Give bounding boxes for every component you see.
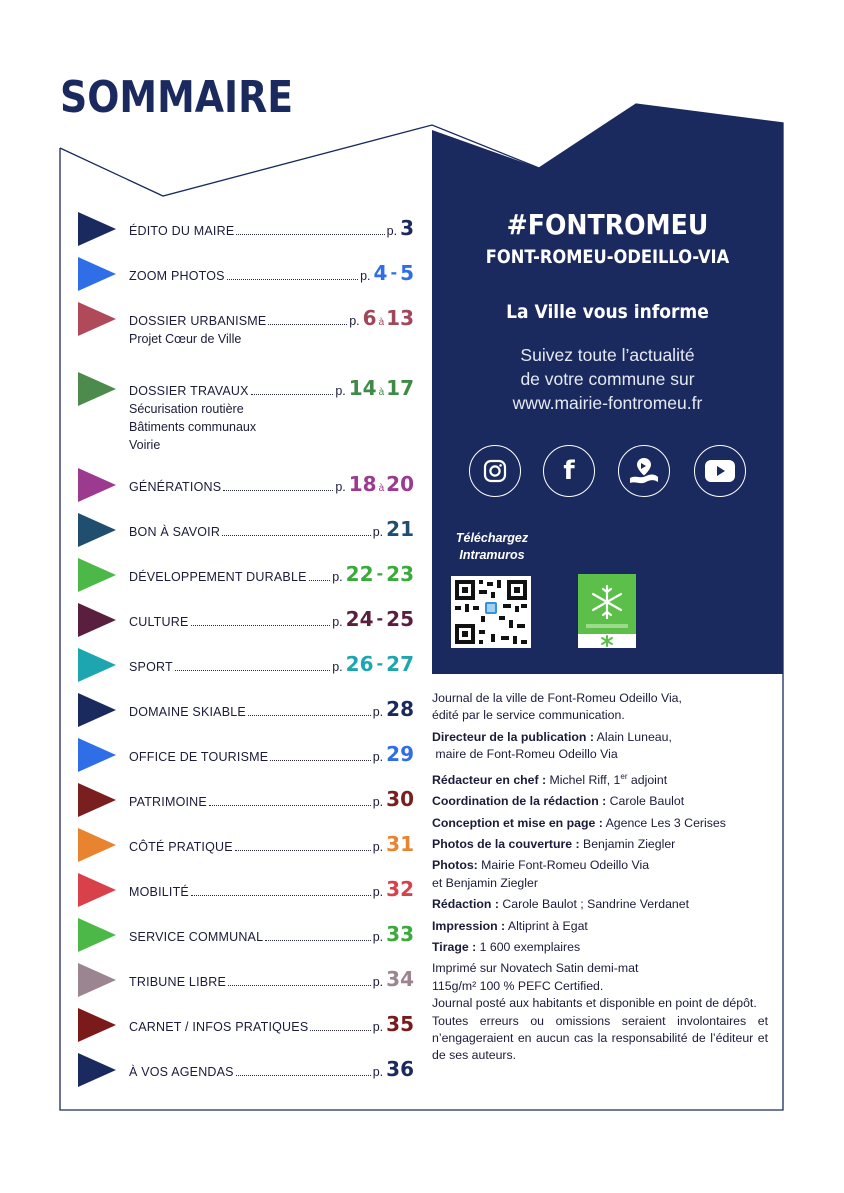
toc-label: TRIBUNE LIBRE: [129, 975, 227, 989]
toc-label: GÉNÉRATIONS: [129, 480, 222, 494]
printing-label: Impression :: [432, 918, 506, 933]
leader-dots: [191, 624, 331, 626]
coordination-value: Carole Baulot: [606, 794, 685, 809]
youtube-icon[interactable]: [694, 445, 746, 497]
editor-value-2: adjoint: [627, 772, 668, 787]
page-prefix: p.: [372, 795, 384, 809]
toc-line: [129, 924, 414, 944]
photos-value: Mairie Font-Romeu Odeillo Via: [477, 858, 650, 873]
triangle-bullet-icon: [78, 558, 116, 592]
page-prefix: p.: [372, 885, 384, 899]
download-line-1: Téléchargez: [455, 531, 529, 545]
triangle-bullet-icon: [78, 783, 116, 817]
page-number-end: 5: [400, 261, 414, 285]
leader-dots: [228, 984, 371, 986]
leader-dots: [235, 849, 371, 851]
toc-label: CULTURE: [129, 615, 189, 629]
toc-subitem: Sécurisation routière: [129, 402, 244, 416]
page-number: 3: [400, 216, 414, 240]
toc-label: ÉDITO DU MAIRE: [129, 224, 235, 238]
toc-line: [129, 474, 414, 494]
director-value-2: maire de Font-Romeu Odeillo Via: [435, 747, 618, 762]
page-number: 24: [345, 607, 374, 631]
leader-dots: [270, 759, 370, 761]
toc-line: [129, 1014, 414, 1034]
editor-sup: er: [620, 771, 628, 781]
page-number-end: 17: [386, 376, 414, 400]
page-prefix: p.: [372, 525, 384, 539]
leader-dots: [175, 669, 330, 671]
toc-line: [129, 378, 414, 398]
download-text: [445, 530, 539, 564]
toc-line: [129, 1059, 414, 1079]
toc-line: [129, 564, 414, 584]
page-number: 28: [386, 697, 414, 721]
page-range-separator: -: [390, 263, 398, 282]
editor-label: Rédacteur en chef :: [432, 772, 547, 787]
leader-dots: [251, 393, 334, 395]
triangle-bullet-icon: [78, 738, 116, 772]
triangle-bullet-icon: [78, 372, 116, 406]
leader-dots: [309, 579, 331, 581]
leader-dots: [227, 278, 358, 280]
print-run-label: Tirage :: [432, 939, 477, 954]
design-value: Agence Les 3 Cerises: [602, 815, 726, 830]
editor-value: Michel Riff, 1: [546, 772, 621, 787]
cover-photo-value: Benjamin Ziegler: [579, 836, 676, 851]
toc-label: SERVICE COMMUNAL: [129, 930, 264, 944]
triangle-bullet-icon: [78, 963, 116, 997]
toc-line: [129, 834, 414, 854]
page-prefix: p.: [332, 615, 343, 629]
toc-label: À VOS AGENDAS: [129, 1065, 234, 1079]
toc-label: MOBILITÉ: [129, 885, 189, 899]
page-number: 31: [386, 832, 414, 856]
follow-line-2: de votre commune sur: [520, 369, 695, 389]
page-number: 29: [386, 742, 414, 766]
photos-value-2: et Benjamin Ziegler: [432, 875, 538, 890]
page-range-separator: -: [376, 564, 384, 583]
page-number: 21: [386, 517, 414, 541]
page-number-end: 27: [386, 652, 414, 676]
cover-photo-label: Photos de la couverture :: [432, 836, 580, 851]
page-prefix: p.: [335, 384, 346, 398]
page-number: 26: [345, 652, 374, 676]
toc-subitem: Bâtiments communaux: [129, 420, 257, 434]
paper-line-2: 115g/m² 100 % PEFC Certified.: [432, 978, 604, 993]
writing-label: Rédaction :: [432, 897, 499, 912]
page-range-separator: à: [378, 317, 385, 328]
toc-subitem: Projet Cœur de Ville: [129, 332, 242, 346]
page-title: SOMMAIRE: [60, 72, 294, 123]
credits-intro-1: Journal de la ville de Font-Romeu Odeillo Via,: [432, 691, 682, 705]
triangle-bullet-icon: [78, 918, 116, 952]
page-prefix: p.: [349, 314, 360, 328]
triangle-bullet-icon: [78, 873, 116, 907]
toc-label: CÔTÉ PRATIQUE: [129, 840, 233, 854]
flocon-vert-logo: [578, 574, 636, 648]
page-number: 4: [373, 261, 388, 285]
triangle-bullet-icon: [78, 1053, 116, 1087]
leader-dots: [222, 534, 371, 536]
toc-line: [129, 218, 414, 238]
page-prefix: p.: [372, 705, 384, 719]
leader-dots: [209, 804, 371, 806]
page-number: 32: [386, 877, 414, 901]
inform-heading: La Ville vous informe: [506, 301, 709, 323]
leader-dots: [236, 233, 384, 235]
toc-label: DOSSIER TRAVAUX: [129, 384, 249, 398]
page-prefix: p.: [372, 840, 384, 854]
page-number-end: 25: [386, 607, 414, 631]
follow-line-1: Suivez toute l’actualité: [520, 345, 695, 365]
instagram-icon[interactable]: [469, 445, 521, 497]
toc-label: OFFICE DE TOURISME: [129, 750, 269, 764]
triangle-bullet-icon: [78, 828, 116, 862]
app-icon[interactable]: [618, 445, 670, 497]
leader-dots: [268, 323, 347, 325]
page-prefix: p.: [386, 224, 398, 238]
page-number: 30: [386, 787, 414, 811]
toc-label: DÉVELOPPEMENT DURABLE: [129, 570, 307, 584]
page-number-end: 23: [386, 562, 414, 586]
page-number: 34: [386, 967, 414, 991]
leader-dots: [223, 489, 333, 491]
coordination-label: Coordination de la rédaction :: [432, 794, 607, 809]
toc-label: DOSSIER URBANISME: [129, 314, 267, 328]
director-value: Alain Luneau,: [593, 729, 672, 744]
toc-line: [129, 609, 414, 629]
page-prefix: p.: [332, 660, 343, 674]
page-number: 6: [362, 306, 377, 330]
page-range-separator: -: [376, 654, 384, 673]
page-number: 18: [348, 472, 377, 496]
page-number-end: 20: [386, 472, 414, 496]
page-prefix: p.: [372, 930, 384, 944]
page-prefix: p.: [332, 570, 343, 584]
toc-line: [129, 744, 414, 764]
follow-text: [432, 343, 783, 415]
errors-note: Toutes erreurs ou omissions seraient involontaires et n’engageraient en aucun cas la responsabilité de l’éditeur et de ses auteurs.: [432, 1013, 768, 1063]
website-link[interactable]: www.mairie-fontromeu.fr: [512, 393, 703, 413]
leader-dots: [265, 939, 370, 941]
page-prefix: p.: [372, 1065, 384, 1079]
print-run-value: 1 600 exemplaires: [476, 939, 581, 954]
toc-line: [129, 969, 414, 989]
leader-dots: [236, 1074, 371, 1076]
credits-block: [432, 690, 768, 1069]
triangle-bullet-icon: [78, 212, 116, 246]
page-number: 33: [386, 922, 414, 946]
page-number: 35: [386, 1012, 414, 1036]
triangle-bullet-icon: [78, 257, 116, 291]
design-label: Conception et mise en page :: [432, 815, 603, 830]
page-range-separator: -: [376, 609, 384, 628]
page-number: 22: [345, 562, 374, 586]
toc-line: [129, 308, 414, 328]
toc-line: [129, 519, 414, 539]
page-range-separator: à: [378, 483, 385, 494]
toc-line: [129, 654, 414, 674]
toc-line: [129, 879, 414, 899]
photos-label: Photos:: [432, 858, 478, 873]
page-range-separator: à: [378, 387, 385, 398]
page-prefix: p.: [335, 480, 346, 494]
triangle-bullet-icon: [78, 302, 116, 336]
leader-dots: [248, 714, 371, 716]
paper-line-1: Imprimé sur Novatech Satin demi-mat: [432, 961, 639, 976]
writing-value: Carole Baulot ; Sandrine Verdanet: [498, 897, 690, 912]
triangle-bullet-icon: [78, 1008, 116, 1042]
credits-intro-2: édité par le service communication.: [432, 708, 625, 723]
toc-subitem: Voirie: [129, 438, 161, 452]
hashtag-title: #FONTROMEU: [506, 208, 709, 241]
triangle-bullet-icon: [78, 603, 116, 637]
triangle-bullet-icon: [78, 648, 116, 682]
toc-line: [129, 263, 414, 283]
toc-label: SPORT: [129, 660, 173, 674]
director-label: Directeur de la publication :: [432, 729, 594, 744]
triangle-bullet-icon: [78, 513, 116, 547]
toc-label: PATRIMOINE: [129, 795, 207, 809]
toc-label: DOMAINE SKIABLE: [129, 705, 246, 719]
posting-note: Journal posté aux habitants et disponible en point de dépôt.: [432, 996, 757, 1011]
toc-line: [129, 789, 414, 809]
page-number-end: 13: [386, 306, 414, 330]
toc-line: [129, 699, 414, 719]
page-prefix: p.: [372, 1020, 384, 1034]
triangle-bullet-icon: [78, 468, 116, 502]
download-line-2: Intramuros: [459, 548, 525, 562]
facebook-icon[interactable]: f: [543, 445, 595, 497]
toc-label: BON À SAVOIR: [129, 525, 221, 539]
toc-label: ZOOM PHOTOS: [129, 269, 225, 283]
leader-dots: [310, 1029, 370, 1031]
page-prefix: p.: [372, 975, 384, 989]
page-prefix: p.: [360, 269, 371, 283]
page-number: 14: [348, 376, 377, 400]
town-name: FONT-ROMEU-ODEILLO-VIA: [485, 247, 730, 268]
triangle-bullet-icon: [78, 693, 116, 727]
toc-label: CARNET / INFOS PRATIQUES: [129, 1020, 309, 1034]
printing-value: Altiprint à Egat: [505, 918, 588, 933]
page-number: 36: [386, 1057, 414, 1081]
page-prefix: p.: [372, 750, 384, 764]
leader-dots: [191, 894, 371, 896]
qr-code[interactable]: [451, 576, 531, 648]
